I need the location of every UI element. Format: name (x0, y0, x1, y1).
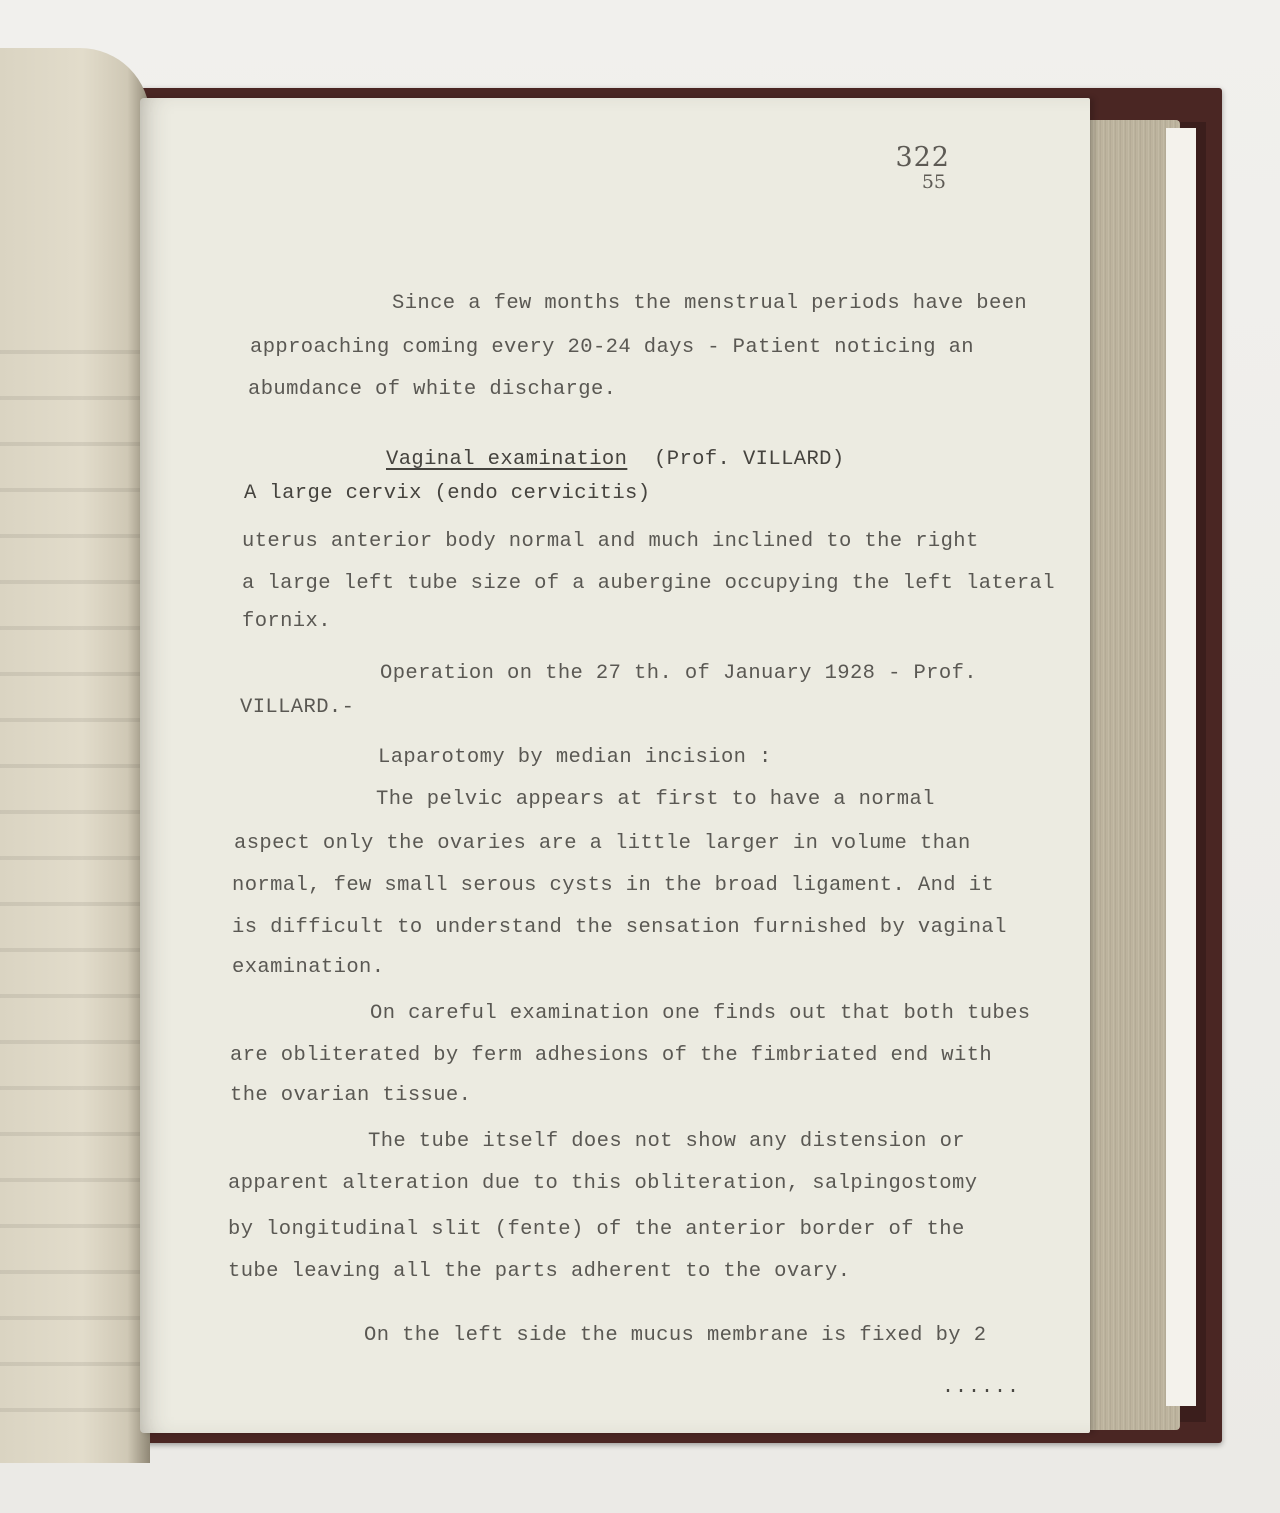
stamped-page-number: 322 (895, 142, 950, 173)
text-line: fornix. (242, 610, 331, 633)
text-line: are obliterated by ferm adhesions of the fimbriated end with (230, 1044, 993, 1067)
text-line: a large left tube size of a aubergine occupying the left lateral (242, 572, 1055, 595)
typed-page-number: 55 (921, 171, 946, 193)
text-line: Operation on the 27 th. of January 1928 - Prof. (380, 662, 977, 685)
page-number-block (895, 142, 950, 193)
text-line: A large cervix (endo cervicitis) (244, 482, 651, 505)
text-line: apparent alteration due to this obliteration, salpingostomy (228, 1172, 978, 1195)
previous-page-curl (0, 48, 150, 1463)
text-line: abumdance of white discharge. (248, 378, 617, 401)
text-line: uterus anterior body normal and much inclined to the right (242, 530, 979, 553)
text-line: tube leaving all the parts adherent to the ovary. (228, 1260, 851, 1283)
text-line: is difficult to understand the sensation furnished by vaginal (232, 916, 1007, 939)
text-line: On the left side the mucus membrane is fixed by 2 (364, 1324, 987, 1347)
page-edges-white (1166, 128, 1196, 1406)
text-line: VILLARD.- (240, 696, 355, 719)
continuation-mark: ...... (942, 1376, 1021, 1399)
text-line: normal, few small serous cysts in the broad ligament. And it (232, 874, 995, 897)
text-line: The tube itself does not show any distension or (368, 1130, 965, 1153)
previous-page-text-ghost (0, 318, 140, 1438)
text-line: The pelvic appears at first to have a normal (376, 788, 935, 811)
text-line: approaching coming every 20-24 days - Patient noticing an (250, 336, 975, 359)
text-line: by longitudinal slit (fente) of the anterior border of the (228, 1218, 965, 1241)
section-heading-line (386, 448, 845, 471)
text-line: Laparotomy by median incision : (378, 746, 772, 769)
text-line: Since a few months the menstrual periods have been (392, 292, 1028, 315)
text-line: examination. (232, 956, 385, 979)
text-line: aspect only the ovaries are a little larger in volume than (234, 832, 971, 855)
text-line: the ovarian tissue. (230, 1084, 472, 1107)
text-line: On careful examination one finds out that both tubes (370, 1002, 1031, 1025)
document-page (140, 98, 1090, 1433)
section-heading: Vaginal examination (386, 448, 628, 471)
section-heading-suffix: (Prof. VILLARD) (654, 448, 845, 471)
